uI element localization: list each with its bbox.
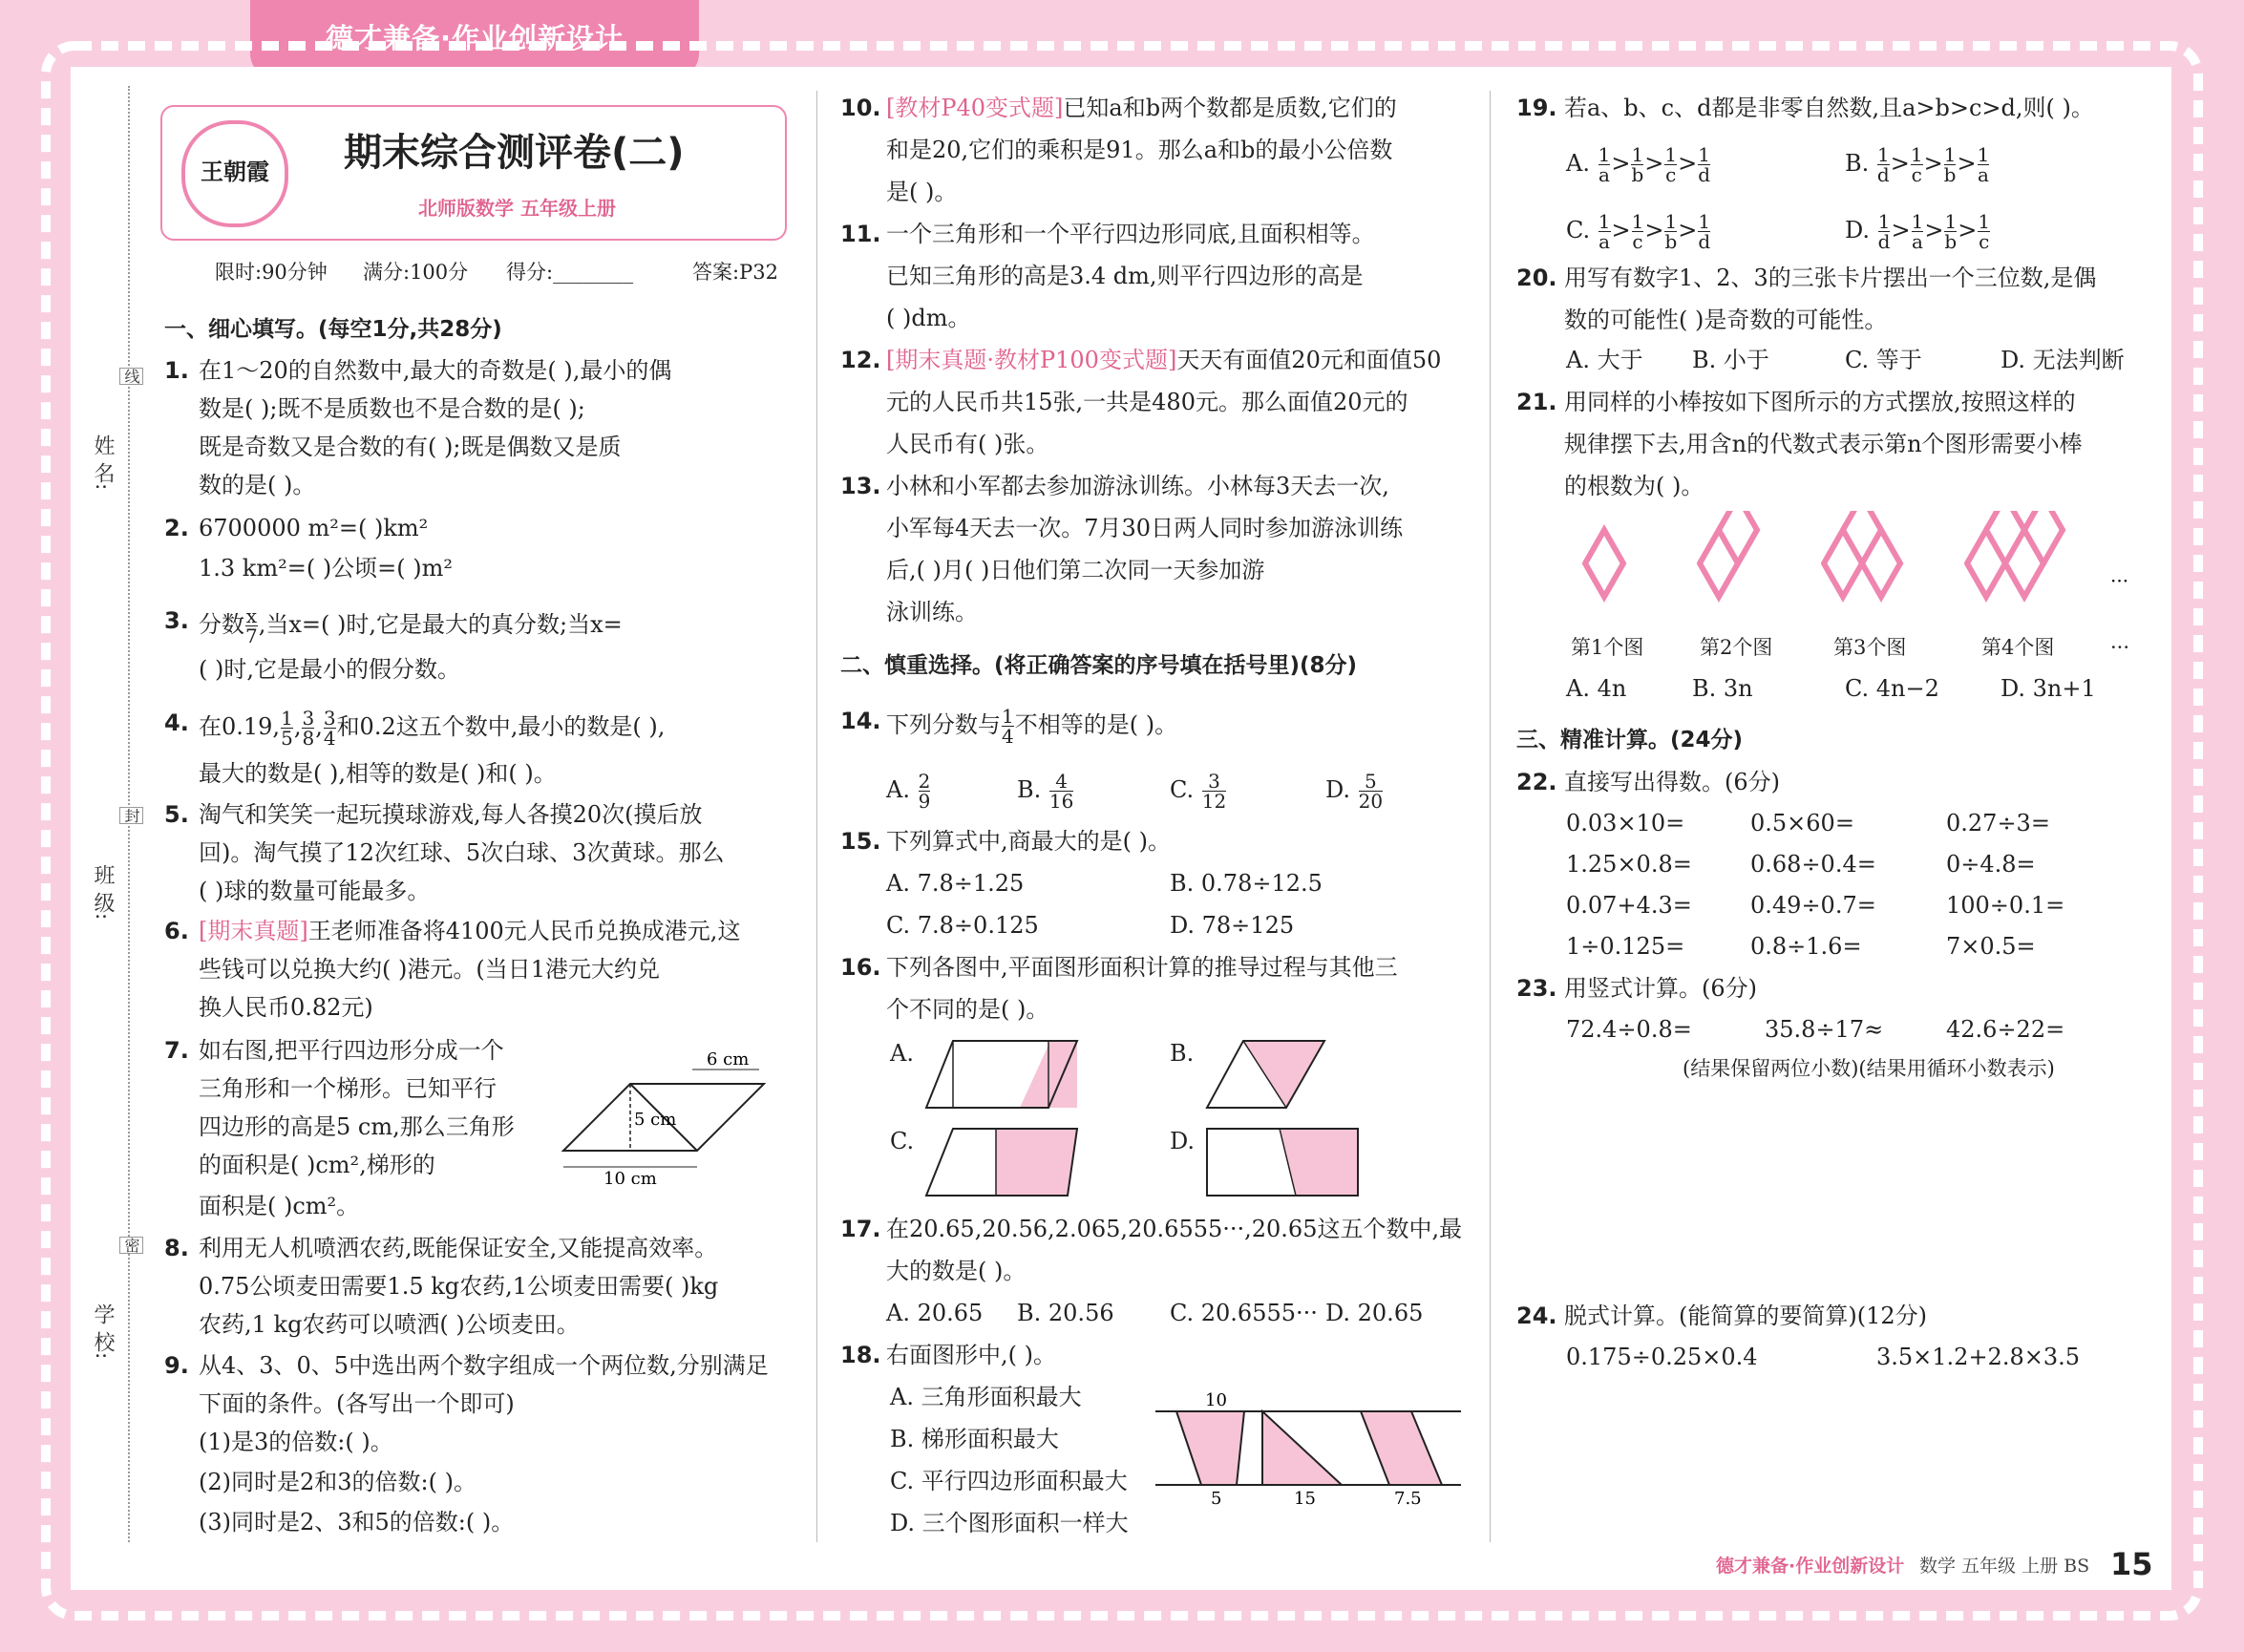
- fraction: $\frac{1}{4}$: [1002, 705, 1014, 748]
- q-line: ( )dm。: [886, 305, 971, 331]
- figure-label-3: 第3个图: [1833, 636, 1907, 659]
- option-a: A. $\frac{1}{a}$ > $\frac{1}{b}$ > $\frac{1}{c}$ > $\frac{1}{d}$: [1566, 143, 1711, 186]
- option-c: C. 7.8÷0.125: [886, 912, 1039, 939]
- q-line: (3)同时是2、3和5的倍数:( )。: [199, 1509, 515, 1536]
- q-number: 6.: [164, 918, 189, 944]
- option-c: C.: [890, 1128, 915, 1154]
- option-c: C. 4n−2: [1845, 675, 1939, 702]
- q-line: 泳训练。: [886, 599, 978, 625]
- section-2-title: 二、慎重选择。(将正确答案的序号填在括号里)(8分): [840, 653, 1358, 678]
- calc-item: 1.25×0.8=: [1566, 851, 1692, 878]
- q-number: 24.: [1516, 1303, 1557, 1329]
- option-b: B.: [1170, 1040, 1195, 1067]
- q-number: 21.: [1516, 389, 1557, 415]
- time-limit: 限时:90分钟: [215, 261, 328, 284]
- shapes-figure: [1155, 1385, 1471, 1518]
- q-line: ( )时,它是最小的假分数。: [199, 656, 460, 683]
- q-line: 三角形和一个梯形。已知平行: [199, 1075, 497, 1102]
- ellipsis: ···: [2110, 636, 2130, 659]
- q-line: 个不同的是( )。: [886, 996, 1049, 1023]
- q-line: 最大的数是( ),相等的数是( )和( )。: [199, 760, 557, 787]
- q-line: 后,( )月( )日他们第二次同一天参加游: [886, 557, 1265, 583]
- option-a: A. 4n: [1566, 675, 1627, 702]
- q-line: 淘气和笑笑一起玩摸球游戏,每人各摸20次(摸后放: [199, 801, 703, 828]
- q-line: 下列算式中,商最大的是( )。: [886, 828, 1171, 855]
- calc-item: 7×0.5=: [1946, 933, 2036, 960]
- q-line: 如右图,把平行四边形分成一个: [199, 1037, 504, 1064]
- option-c: C. 20.6555···: [1170, 1300, 1318, 1326]
- calc-item: 3.5×1.2+2.8×3.5: [1876, 1344, 2080, 1370]
- seal-mark: 封: [119, 807, 143, 824]
- calc-item: 100÷0.1=: [1946, 892, 2065, 919]
- q-number: 7.: [164, 1037, 189, 1064]
- figure-d: [1205, 1127, 1363, 1198]
- option-d: D. 三个图形面积一样大: [890, 1510, 1129, 1536]
- q-number: 9.: [164, 1352, 189, 1379]
- figure-b: [1205, 1039, 1329, 1115]
- section-1-title: 一、细心填写。(每空1分,共28分): [164, 317, 502, 342]
- matchstick-pattern: [1580, 511, 2134, 621]
- option-b: B. $\frac{4}{16}$: [1017, 770, 1074, 813]
- fraction: $\frac{3}{4}$: [323, 707, 336, 750]
- calc-item: 0.8÷1.6=: [1750, 933, 1862, 960]
- q-number: 16.: [840, 954, 881, 981]
- q-line: 些钱可以兑换大约( )港元。(当日1港元大约兑: [199, 956, 660, 983]
- option-b: B. 小于: [1692, 347, 1769, 373]
- fraction: $\frac{1}{5}$: [281, 707, 293, 750]
- title-box: [160, 105, 787, 241]
- line-mark: 线: [119, 368, 143, 385]
- q-line: 直接写出得数。(6分): [1564, 769, 1780, 795]
- logo-text: 王朝霞: [201, 158, 269, 185]
- fig-mid-label: 5 cm: [634, 1110, 677, 1130]
- q-line: 若a、b、c、d都是非零自然数,且a>b>c>d,则( )。: [1564, 95, 2094, 121]
- score-field: 得分:________: [506, 261, 634, 284]
- q-number: 22.: [1516, 769, 1557, 795]
- q-line: 面积是( )cm²。: [199, 1193, 360, 1219]
- section-3-title: 三、精准计算。(24分): [1516, 728, 1744, 752]
- q-line: (2)同时是2和3的倍数:( )。: [199, 1469, 476, 1495]
- option-b: B. 梯形面积最大: [890, 1426, 1059, 1452]
- q-line: 和是20,它们的乘积是91。那么a和b的最小公倍数: [886, 137, 1393, 163]
- q-line: (1)是3的倍数:( )。: [199, 1429, 393, 1455]
- q-line: 已知三角形的高是3.4 dm,则平行四边形的高是: [886, 263, 1364, 289]
- parallelogram-figure: [554, 1050, 783, 1184]
- q-text: ,当x=( )时,它是最大的真分数;当x=: [258, 611, 623, 638]
- calc-item: 0.27÷3=: [1946, 810, 2050, 837]
- calc-item: 0.5×60=: [1750, 810, 1854, 837]
- calc-item: 0.68÷0.4=: [1750, 851, 1876, 878]
- figure-label-2: 第2个图: [1700, 636, 1773, 659]
- logo: [181, 120, 288, 227]
- calc-item: 1÷0.125=: [1566, 933, 1685, 960]
- option-a: A.: [890, 1040, 914, 1067]
- option-a: A. 三角形面积最大: [890, 1384, 1082, 1410]
- option-b: B. 3n: [1692, 675, 1753, 702]
- q-line: 下面的条件。(各写出一个即可): [199, 1390, 515, 1417]
- q-line: 小林和小军都去参加游泳训练。小林每3天去一次,: [886, 473, 1389, 499]
- q-number: 2.: [164, 515, 189, 541]
- option-d: D.: [1170, 1128, 1196, 1154]
- figure-c: [924, 1127, 1082, 1198]
- figure-label-4: 第4个图: [1981, 636, 2055, 659]
- q-line: 用竖式计算。(6分): [1564, 975, 1757, 1002]
- full-score: 满分:100分: [363, 261, 469, 284]
- q-number: 13.: [840, 473, 881, 499]
- q-line: 下列各图中,平面图形面积计算的推导过程与其他三: [886, 954, 1398, 981]
- fig-label-15: 15: [1294, 1489, 1316, 1509]
- q-line: 元的人民币共15张,一共是480元。那么面值20元的: [886, 389, 1408, 415]
- fig-top-label: 6 cm: [707, 1050, 750, 1070]
- calc-item: 72.4÷0.8=: [1566, 1016, 1692, 1043]
- q-number: 12.: [840, 347, 881, 373]
- fig-top-label: 10: [1205, 1390, 1227, 1410]
- calc-item: 35.8÷17≈: [1765, 1016, 1884, 1043]
- school-label: 学 校:: [91, 1303, 115, 1360]
- q-line: 既是奇数又是合数的有( );既是偶数又是质: [199, 434, 622, 460]
- option-c: C. $\frac{3}{12}$: [1170, 770, 1227, 813]
- note: (结果保留两位小数)(结果用循环小数表示): [1683, 1057, 2055, 1080]
- q-number: 4.: [164, 710, 189, 736]
- answer-ref: 答案:P32: [692, 261, 778, 284]
- footer-text: 德才兼备·作业创新设计: [1716, 1556, 1905, 1577]
- q-line: 1.3 km²=( )公顷=( )m²: [199, 555, 454, 582]
- calc-item: 0.175÷0.25×0.4: [1566, 1344, 1758, 1370]
- tag: [期末真题·教材P100变式题]: [886, 347, 1177, 373]
- q-line: 四边形的高是5 cm,那么三角形: [199, 1113, 515, 1140]
- figure-label-1: 第1个图: [1571, 636, 1644, 659]
- q-line: 在1～20的自然数中,最大的奇数是( ),最小的偶: [199, 357, 672, 384]
- q-number: 10.: [840, 95, 881, 121]
- tag: [教材P40变式题]: [886, 95, 1064, 121]
- q-line: 农药,1 kg农药可以喷洒( )公顷麦田。: [199, 1311, 580, 1338]
- calc-item: 42.6÷22=: [1946, 1016, 2065, 1043]
- option-a: A. 20.65: [886, 1300, 984, 1326]
- q-number: 1.: [164, 357, 189, 384]
- option-b: B. $\frac{1}{d}$ > $\frac{1}{c}$ > $\frac{1}{b}$ > $\frac{1}{a}$: [1845, 143, 1990, 186]
- q-line: ( )球的数量可能最多。: [199, 878, 431, 904]
- q-number: 18.: [840, 1342, 881, 1368]
- option-d: D. 78÷125: [1170, 912, 1295, 939]
- q-number: 11.: [840, 221, 881, 247]
- q-line: 小军每4天去一次。7月30日两人同时参加游泳训练: [886, 515, 1404, 541]
- calc-item: 0.07+4.3=: [1566, 892, 1692, 919]
- q-line: 的面积是( )cm²,梯形的: [199, 1152, 435, 1178]
- q-line: 数的是( )。: [199, 472, 316, 498]
- q-line: 用写有数字1、2、3的三张卡片摆出一个三位数,是偶: [1564, 265, 2097, 291]
- option-d: D. 3n+1: [2001, 675, 2096, 702]
- tag: [期末真题]: [199, 918, 308, 944]
- q-number: 8.: [164, 1235, 189, 1261]
- calc-item: 0.49÷0.7=: [1750, 892, 1876, 919]
- class-label: 班 级:: [91, 864, 115, 921]
- option-d: D. $\frac{5}{20}$: [1325, 770, 1384, 813]
- q-number: 20.: [1516, 265, 1557, 291]
- fig-bottom-label: 10 cm: [603, 1169, 657, 1184]
- q-number: 3.: [164, 607, 189, 634]
- page-number: 15: [2110, 1546, 2153, 1582]
- column-divider: [816, 91, 817, 1542]
- option-d: D. 20.65: [1325, 1300, 1424, 1326]
- ellipsis: ···: [2110, 569, 2129, 592]
- q-line: 换人民币0.82元): [199, 994, 373, 1021]
- q-number: 15.: [840, 828, 881, 855]
- page-title: 期末综合测评卷(二): [344, 131, 685, 175]
- fig-label-75: 7.5: [1394, 1489, 1422, 1509]
- header-tab-title: 德才兼备·作业创新设计: [325, 22, 625, 54]
- name-label: 姓 名:: [91, 434, 115, 491]
- option-a: A. $\frac{2}{9}$: [886, 770, 931, 813]
- q-line: 右面图形中,( )。: [886, 1342, 1056, 1368]
- option-a: A. 7.8÷1.25: [886, 870, 1025, 897]
- q-line: 数的可能性( )是奇数的可能性。: [1564, 307, 1888, 333]
- q-line: 回)。淘气摸了12次红球、5次白球、3次黄球。那么: [199, 839, 725, 866]
- q-line: 0.75公顷麦田需要1.5 kg农药,1公顷麦田需要( )kg: [199, 1273, 719, 1300]
- calc-item: 0÷4.8=: [1946, 851, 2036, 878]
- q-line: 在20.65,20.56,2.065,20.6555···,20.65这五个数中,最: [886, 1216, 1463, 1242]
- secret-mark: 密: [119, 1237, 143, 1254]
- q-line: 人民币有( )张。: [886, 431, 1049, 457]
- option-d: D. 无法判断: [2001, 347, 2125, 373]
- calc-item: 0.03×10=: [1566, 810, 1685, 837]
- page-subtitle: 北师版数学 五年级上册: [418, 197, 616, 220]
- fraction: $\frac{x}{7}$: [245, 604, 258, 647]
- q-line: 利用无人机喷洒农药,既能保证安全,又能提高效率。: [199, 1235, 718, 1261]
- q-line: 一个三角形和一个平行四边形同底,且面积相等。: [886, 221, 1375, 247]
- option-a: A. 大于: [1566, 347, 1643, 373]
- option-c: C. $\frac{1}{a}$ > $\frac{1}{c}$ > $\frac{1}{b}$ > $\frac{1}{d}$: [1566, 210, 1711, 253]
- fig-label-5: 5: [1211, 1489, 1222, 1509]
- q-number: 23.: [1516, 975, 1557, 1002]
- q-number: 5.: [164, 801, 189, 828]
- option-c: C. 等于: [1845, 347, 1922, 373]
- q-line: 脱式计算。(能简算的要简算)(12分): [1564, 1303, 1927, 1329]
- q-line: 数是( );既不是质数也不是合数的是( );: [199, 395, 585, 422]
- q-line: 是( )。: [886, 179, 958, 205]
- figure-a: [924, 1039, 1082, 1115]
- q-line: 用同样的小棒按如下图所示的方式摆放,按照这样的: [1564, 389, 2076, 415]
- footer-sub: 数学 五年级 上册 BS: [1919, 1556, 2090, 1577]
- fraction: $\frac{3}{8}$: [302, 707, 315, 750]
- q-number: 14.: [840, 708, 881, 734]
- q-line: 的根数为( )。: [1564, 473, 1704, 499]
- q-line: 规律摆下去,用含n的代数式表示第n个图形需要小棒: [1564, 431, 2083, 457]
- option-c: C. 平行四边形面积最大: [890, 1468, 1128, 1494]
- q-text: 分数: [199, 611, 244, 638]
- q-number: 17.: [840, 1216, 881, 1242]
- q-line: 从4、3、0、5中选出两个数字组成一个两位数,分别满足: [199, 1352, 769, 1379]
- q-number: 19.: [1516, 95, 1557, 121]
- q-line: 6700000 m²=( )km²: [199, 515, 429, 541]
- option-b: B. 20.56: [1017, 1300, 1114, 1326]
- option-b: B. 0.78÷12.5: [1170, 870, 1323, 897]
- column-divider: [1490, 91, 1491, 1542]
- option-d: D. $\frac{1}{d}$ > $\frac{1}{a}$ > $\frac{1}{b}$ > $\frac{1}{c}$: [1845, 210, 1991, 253]
- q-line: 大的数是( )。: [886, 1258, 1027, 1284]
